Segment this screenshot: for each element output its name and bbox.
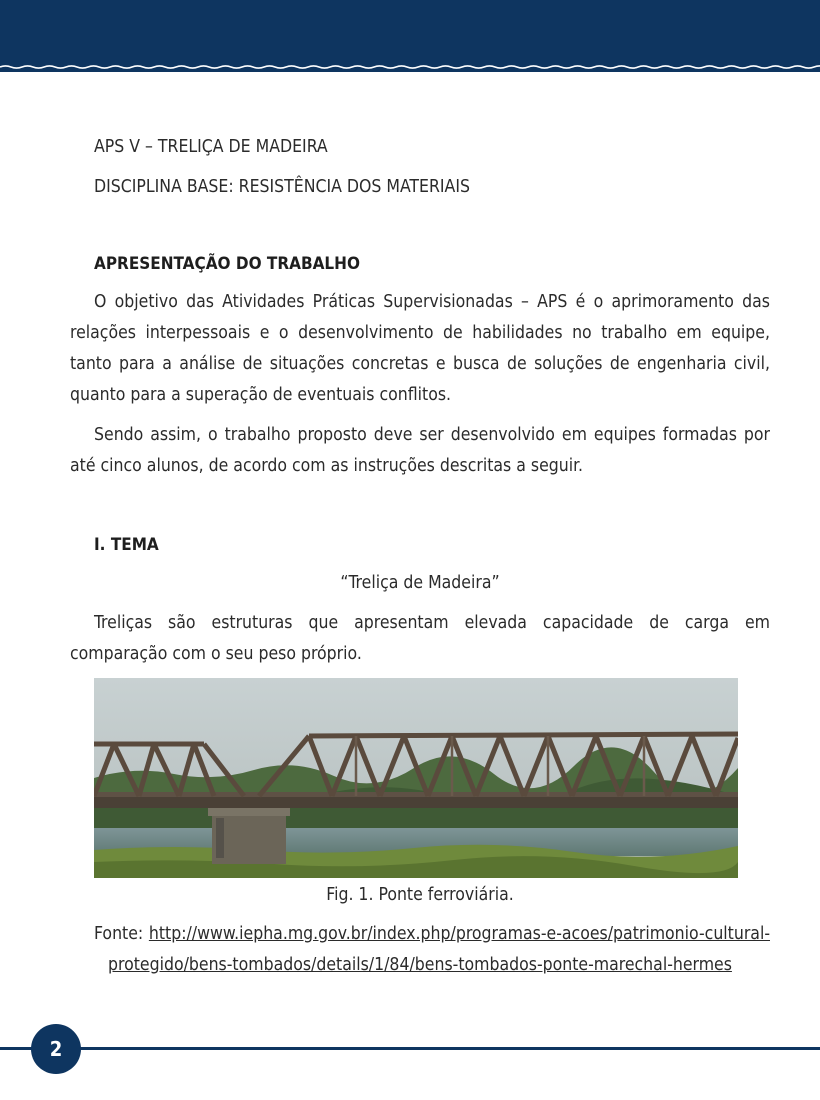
paragraph-equipes: Sendo assim, o trabalho proposto deve ser desenvolvido em equipes formadas por até cinco alunos, de acordo com as instruções descritas a seguir. bbox=[70, 425, 770, 476]
page-number: 2 bbox=[49, 1037, 63, 1061]
section-heading-apresentacao: APRESENTAÇÃO DO TRABALHO bbox=[94, 254, 360, 274]
document-title: APS V – TRELIÇA DE MADEIRA bbox=[94, 137, 328, 157]
footer-rule bbox=[0, 1047, 820, 1050]
source-link[interactable]: http://www.iepha.mg.gov.br/index.php/programas-e-acoes/patrimonio-cultural-protegido/bens-tombados/details/1/84/bens-tombados-ponte-marechal-hermes bbox=[108, 924, 770, 975]
section-heading-tema: I. TEMA bbox=[94, 535, 159, 555]
railway-bridge-image bbox=[94, 678, 738, 878]
figure-caption: Fig. 1. Ponte ferroviária. bbox=[326, 885, 514, 905]
theme-quote: “Treliça de Madeira” bbox=[340, 573, 500, 593]
paragraph-objetivo: O objetivo das Atividades Práticas Supervisionadas – APS é o aprimoramento das relações interpessoais e o desenvolvimento de habilidades no trabalho em equipe, tanto para a análise de situações concretas e busca de soluções de engenharia civil, quanto para a superação de eventuais conflitos. bbox=[70, 292, 770, 405]
page-number-badge bbox=[31, 1024, 81, 1074]
source-label: Fonte: bbox=[94, 924, 144, 944]
page-content bbox=[70, 132, 770, 981]
header-band bbox=[0, 0, 820, 72]
header-wave-border bbox=[0, 62, 820, 72]
bridge-photo bbox=[94, 678, 738, 878]
document-discipline: DISCIPLINA BASE: RESISTÊNCIA DOS MATERIAIS bbox=[94, 177, 470, 197]
paragraph-trelicas: Treliças são estruturas que apresentam elevada capacidade de carga em comparação com o seu peso próprio. bbox=[70, 613, 770, 664]
source-reference bbox=[70, 919, 770, 981]
